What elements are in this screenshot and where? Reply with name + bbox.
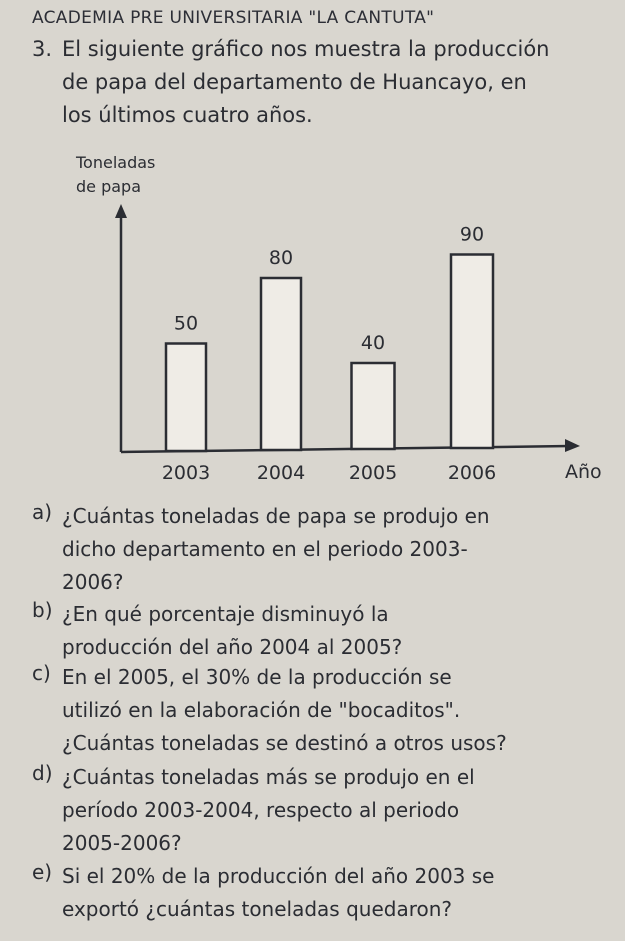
sub-question-line: período 2003-2004, respecto al periodo (62, 798, 460, 822)
x-tick-label-2003: 2003 (161, 462, 211, 484)
y-axis-label-line-1: Toneladas (76, 153, 156, 172)
sub-question-text (62, 661, 622, 760)
bar-2003 (166, 344, 206, 452)
y-axis-label-line-2: de papa (76, 177, 142, 196)
x-tick-label-2006: 2006 (447, 462, 497, 484)
bar-2005 (352, 363, 395, 449)
y-axis-arrow-icon (115, 204, 127, 218)
x-tick-label-2005: 2005 (348, 462, 398, 484)
question-line-1: El siguiente gráfico nos muestra la producción (62, 37, 550, 61)
bar-chart (0, 140, 625, 495)
question-line-2: de papa del departamento de Huancayo, en (62, 70, 527, 94)
sub-question-line: producción del año 2004 al 2005? (62, 635, 403, 659)
sub-question-line: ¿Cuántas toneladas más se produjo en el (62, 765, 475, 789)
x-tick-label-2004: 2004 (256, 462, 306, 484)
sub-question-line: ¿Cuántas toneladas se destinó a otros usos? (62, 731, 507, 755)
sub-question-line: ¿En qué porcentaje disminuyó la (62, 602, 389, 626)
sub-question-line: utilizó en la elaboración de "bocaditos". (62, 698, 461, 722)
data-label-2004: 80 (268, 247, 294, 269)
sub-question-line: ¿Cuántas toneladas de papa se produjo en (62, 504, 490, 528)
sub-question-line: Si el 20% de la producción del año 2003 se (62, 864, 495, 888)
sub-question-line: dicho departamento en el periodo 2003- (62, 537, 468, 561)
sub-question-label: a) (32, 500, 53, 524)
x-axis-label: Año (565, 461, 602, 483)
sub-question-label: d) (32, 761, 53, 785)
bar-2004 (261, 278, 301, 450)
data-label-2006: 90 (459, 223, 485, 246)
question-line-3: los últimos cuatro años. (62, 103, 313, 127)
sub-question-label: b) (32, 598, 53, 622)
sub-question-label: c) (32, 661, 51, 685)
sub-question-label: e) (32, 860, 53, 884)
academy-header: ACADEMIA PRE UNIVERSITARIA "LA CANTUTA" (32, 8, 435, 28)
bars-layer (162, 224, 496, 485)
sub-question-text (62, 598, 622, 664)
sub-question-text (62, 500, 622, 599)
sub-question-line: En el 2005, el 30% de la producción se (62, 665, 452, 689)
data-label-2003: 50 (173, 312, 199, 335)
sub-question-line: 2006? (62, 570, 124, 594)
sub-question-line: exportó ¿cuántas toneladas quedaron? (62, 897, 453, 921)
x-axis-arrow-icon (565, 439, 580, 452)
question-number: 3. (32, 37, 53, 61)
sub-question-text (62, 761, 622, 860)
bar-2006 (451, 255, 493, 449)
data-label-2005: 40 (360, 332, 386, 354)
sub-question-line: 2005-2006? (62, 831, 182, 855)
sub-question-text (62, 860, 622, 926)
